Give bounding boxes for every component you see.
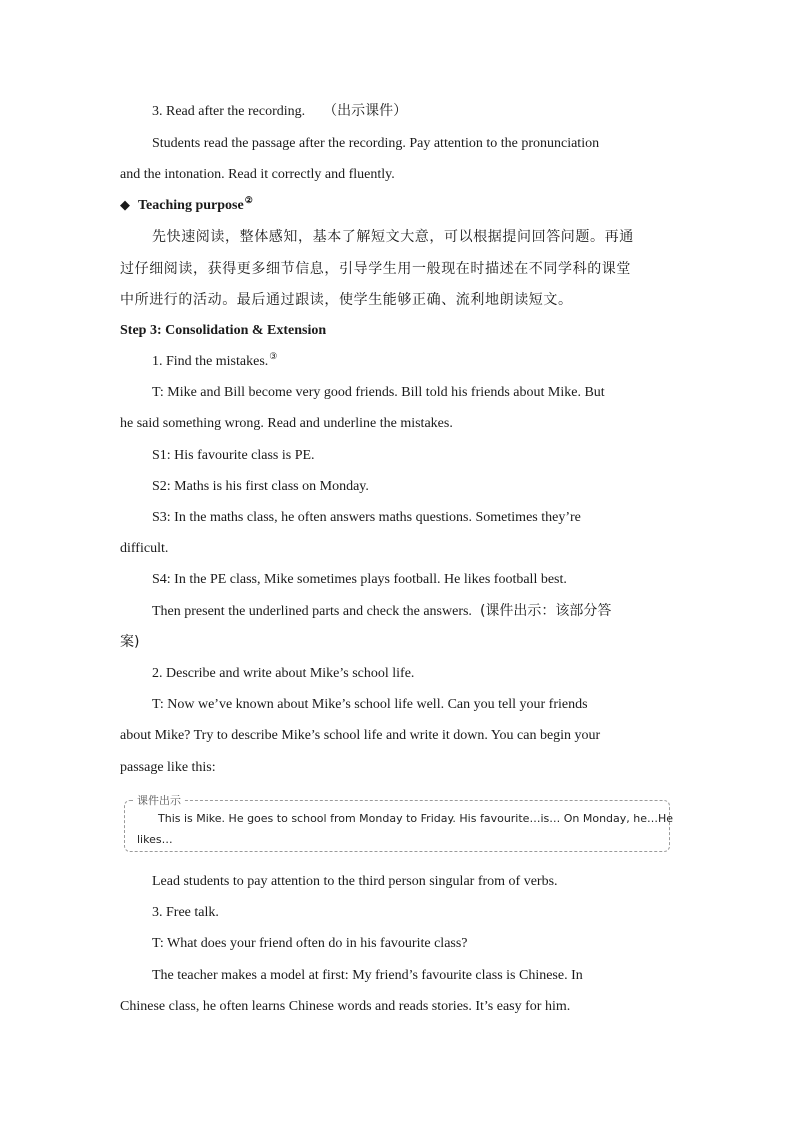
diamond-bullet-icon: ◆: [120, 198, 130, 213]
paragraph-line: Chinese class, he often learns Chinese words and reads stories. It’s easy for him.: [120, 999, 571, 1014]
student-answer: S1: His favourite class is PE.: [152, 448, 315, 463]
step-read-after-recording: 3. Read after the recording. （出示课件）: [152, 103, 408, 119]
chinese-paragraph-line: 中所进行的活动。最后通过跟读，使学生能够正确、流利地朗读短文。: [120, 292, 573, 308]
student-answer-continued: difficult.: [120, 541, 169, 556]
paragraph-line: he said something wrong. Read and underline the mistakes.: [120, 416, 453, 431]
courseware-box-text: This is Mike. He goes to school from Monday to Friday. His favourite…is… On Monday, he…He: [158, 812, 674, 825]
chinese-paragraph-line: 先快速阅读，整体感知，基本了解短文大意，可以根据提问回答问题。再通: [152, 229, 634, 245]
paragraph-line: about Mike? Try to describe Mike’s school life and write it down. You can begin your: [120, 728, 601, 743]
chinese-paragraph-line: 过仔细阅读，获得更多细节信息，引导学生用一般现在时描述在不同学科的课堂: [120, 261, 631, 277]
student-answer: S2: Maths is his first class on Monday.: [152, 479, 369, 494]
paragraph-line: The teacher makes a model at first: My friend’s favourite class is Chinese. In: [152, 968, 583, 983]
footnote-marker: ②: [244, 195, 253, 206]
paragraph-line: 案): [120, 634, 140, 650]
find-mistakes-item: 1. Find the mistakes.③: [152, 351, 278, 369]
paragraph-line: T: What does your friend often do in his favourite class?: [152, 936, 468, 951]
teaching-purpose-heading: ◆ Teaching purpose②: [120, 195, 253, 213]
paragraph-line: T: Now we’ve known about Mike’s school life well. Can you tell your friends: [152, 697, 588, 712]
courseware-box: [124, 800, 670, 852]
courseware-box-text: likes…: [137, 833, 173, 846]
step3-heading: Step 3: Consolidation & Extension: [120, 323, 327, 338]
paragraph-line: and the intonation. Read it correctly and fluently.: [120, 167, 395, 182]
footnote-marker: ③: [269, 351, 278, 362]
courseware-box-label: 课件出示: [134, 794, 184, 808]
student-answer: S4: In the PE class, Mike sometimes plays football. He likes football best.: [152, 572, 567, 587]
paragraph-line: Lead students to pay attention to the third person singular from of verbs.: [152, 874, 558, 889]
paragraph-line: T: Mike and Bill become very good friends. Bill told his friends about Mike. But: [152, 385, 605, 400]
paragraph-line: Students read the passage after the recording. Pay attention to the pronunciation: [152, 136, 600, 151]
paragraph-line: Then present the underlined parts and check the answers. (课件出示：该部分答: [152, 603, 612, 619]
student-answer: S3: In the maths class, he often answers maths questions. Sometimes they’re: [152, 510, 581, 525]
describe-item: 2. Describe and write about Mike’s school life.: [152, 666, 415, 681]
free-talk-item: 3. Free talk.: [152, 905, 219, 920]
paragraph-line: passage like this:: [120, 760, 216, 775]
